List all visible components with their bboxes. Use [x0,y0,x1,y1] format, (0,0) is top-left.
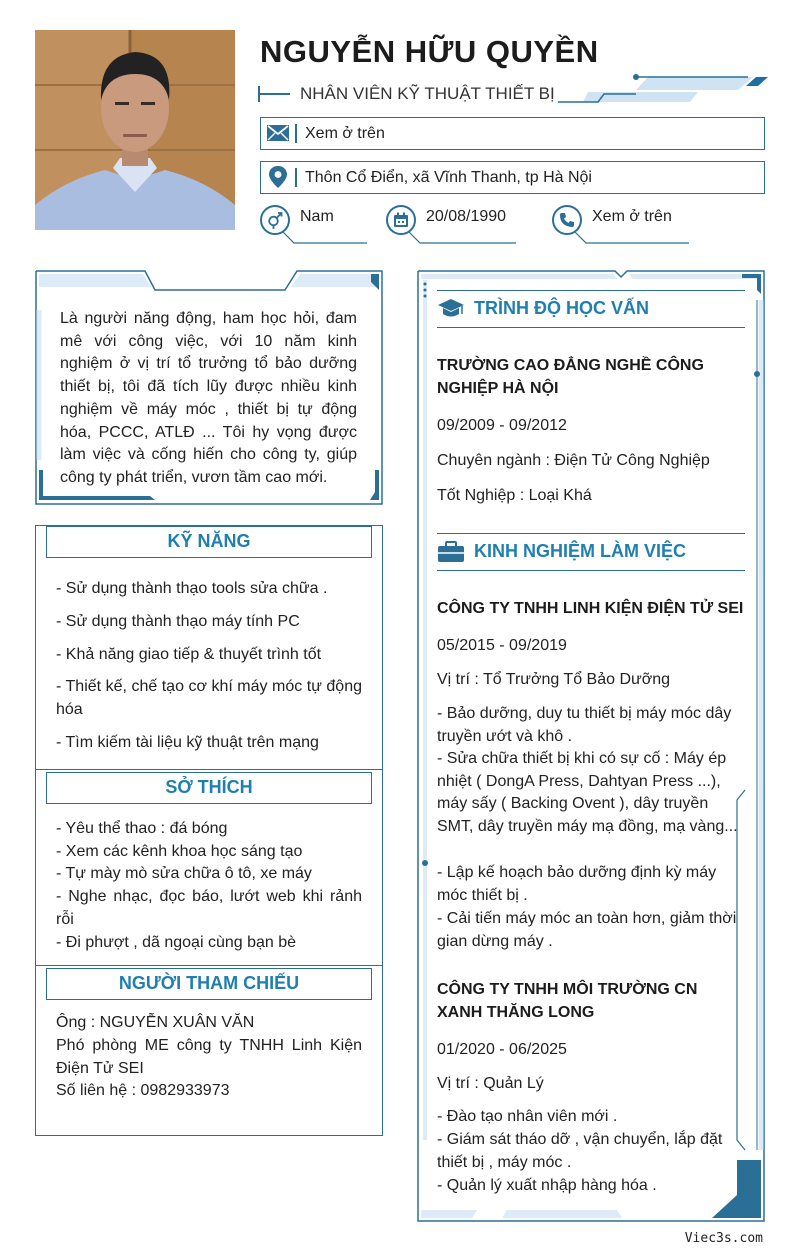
gender-value: Nam [300,208,334,225]
job-duty: - Lập kế hoạch bảo dưỡng định kỳ máy móc thiết bị . [437,864,717,904]
references-title: NGƯỜI THAM CHIẾU [46,968,372,1000]
skills-panel [35,525,383,770]
job-position: Vị trí : Tổ Trưởng Tổ Bảo Dưỡng [437,671,671,688]
job-company: CÔNG TY TNHH LINH KIỆN ĐIỆN TỬ SEI [437,600,744,617]
education-grade: Tốt Nghiệp : Loại Khá [437,487,592,504]
hobbies-title: SỞ THÍCH [46,772,372,804]
skill-item: - Tìm kiếm tài liệu kỹ thuật trên mạng [56,734,319,751]
envelope-icon [261,118,295,148]
skill-item: - Thiết kế, chế tạo cơ khí máy móc tự động hóa [56,678,362,718]
job-duty: - Đào tạo nhân viên mới . [437,1108,618,1125]
graduation-cap-icon [437,297,465,321]
job-duty: - Quản lý xuất nhập hàng hóa . [437,1177,657,1194]
experience-heading [437,533,745,571]
phone-item [552,205,692,245]
phone-value: Xem ở trên [592,208,672,225]
skill-item: - Sử dụng thành thạo tools sửa chữa . [56,580,328,597]
address-row [260,161,765,194]
hobby-item: - Đi phượt , dã ngoại cùng bạn bè [56,934,297,951]
profile-photo [35,30,235,230]
birthday-item [386,205,521,245]
birthday-value: 20/08/1990 [426,208,507,225]
hobby-item: - Tự mày mò sửa chữa ô tô, xe máy [56,865,312,882]
job-position: Vị trí : Quản Lý [437,1075,544,1092]
briefcase-icon [437,540,465,564]
about-text: Là người năng động, ham học hỏi, đam mê với công việc, với 10 năm kinh nghiệm ở vị trí tổ trưởng tổ bảo dưỡng thiết bị, tôi đã tích lũy được nhiều kinh nghiệm về máy móc , thiết bị tự động hóa, PCCC, ATLĐ ... Tôi hy vọng được làm việc và cống hiến cho công ty, giúp công ty phát triển, vươn tầm cao mới. [60,310,357,486]
education-title: TRÌNH ĐỘ HỌC VẤN [474,298,649,318]
references-panel [35,965,383,1136]
education-school: TRƯỜNG CAO ĐẲNG NGHỀ CÔNG NGHIỆP HÀ NỘI [437,357,704,397]
address-value: Thôn Cổ Điển, xã Vĩnh Thanh, tp Hà Nội [305,169,592,186]
hobby-item: - Xem các kênh khoa học sáng tạo [56,843,303,860]
candidate-name: NGUYỄN HỮU QUYỀN [260,34,599,69]
gender-item [260,205,370,245]
reference-name: Ông : NGUYỄN XUÂN VĂN [56,1014,255,1031]
reference-phone: Số liên hệ : 0982933973 [56,1082,230,1099]
hobby-item: - Yêu thể thao : đá bóng [56,820,228,837]
job-duty: - Cải tiến máy móc an toàn hơn, giảm thời gian dừng máy . [437,910,737,950]
education-major: Chuyên ngành : Điện Tử Công Nghiệp [437,452,710,469]
job-period: 05/2015 - 09/2019 [437,637,567,654]
job-period: 01/2020 - 06/2025 [437,1041,567,1058]
skills-title: KỸ NĂNG [46,526,372,558]
job-company: CÔNG TY TNHH MÔI TRƯỜNG CN XANH THĂNG LONG [437,981,698,1021]
hobby-item: - Nghe nhạc, đọc báo, lướt web khi rảnh rỗi [56,888,362,928]
education-period: 09/2009 - 09/2012 [437,417,567,434]
skill-item: - Khả năng giao tiếp & thuyết trình tốt [56,646,322,663]
location-pin-icon [261,162,295,192]
reference-position: Phó phòng ME công ty TNHH Linh Kiện Điện Tử SEI [56,1037,362,1077]
footer-watermark: Viec3s.com [684,1231,763,1246]
about-box [35,270,383,505]
hobbies-panel [35,769,383,966]
job-title: NHÂN VIÊN KỸ THUẬT THIẾT BỊ [300,84,555,103]
education-heading [437,290,745,328]
experience-title: KINH NGHIỆM LÀM VIỆC [474,541,687,561]
job-duty: - Bảo dưỡng, duy tu thiết bị máy móc dây truyền ướt và khô . [437,705,732,745]
job-duty: - Giám sát tháo dỡ , vận chuyển, lắp đặt thiết bị , máy móc . [437,1131,723,1171]
email-value: Xem ở trên [305,125,385,142]
job-duty: - Sửa chữa thiết bị khi có sự cố : Máy ép nhiệt ( DongA Press, Dahtyan Press ...), máy sấy ( Backing Ovent ), dây truyền SMT, dây truyền máy mạ đồng, mạ vàng... [437,750,738,836]
email-row [260,117,765,150]
skill-item: - Sử dụng thành thạo máy tính PC [56,613,300,630]
